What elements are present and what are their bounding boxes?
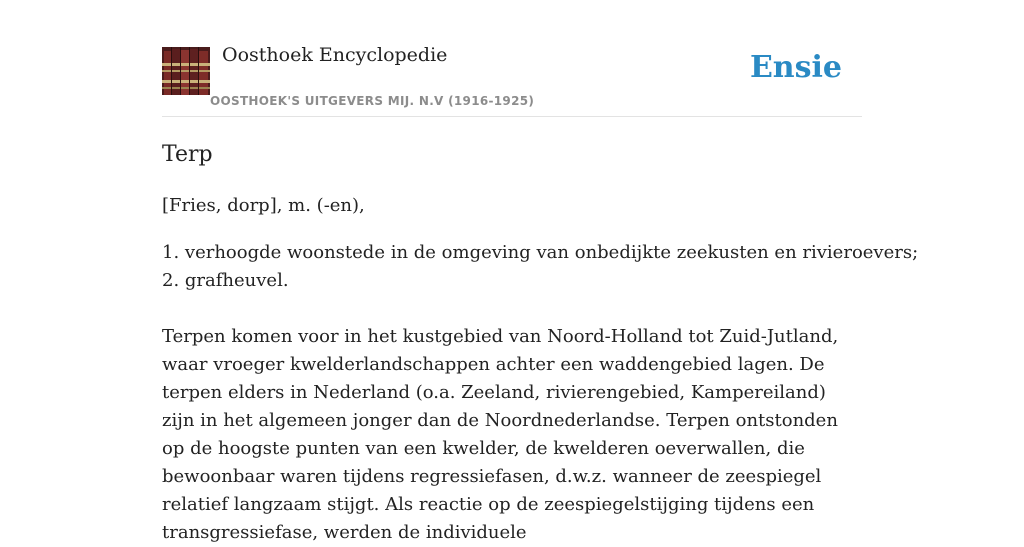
- source-title[interactable]: Oosthoek Encyclopedie: [222, 44, 448, 66]
- definition-list: [162, 239, 919, 295]
- definition-item: 2. grafheuvel.: [162, 270, 289, 291]
- definition-item: 1. verhoogde woonstede in de omgeving van onbedijkte zeekusten en rivieroevers;: [162, 242, 919, 263]
- entry-title: Terp: [162, 142, 213, 167]
- entry-content: [162, 130, 919, 547]
- entry-body: Terpen komen voor in het kustgebied van Noord-Holland tot Zuid-Jutland, waar vroeger kwelderlandschappen achter een waddengebied lagen. De terpen elders in Nederland (o.a. Zeeland, rivierengebied, Kampereiland) zijn in het algemeen jonger dan de Noordnederlandse. Terpen ontstonden op de hoogste punten van een kwelder, de kwelderen oeverwallen, die bewoonbaar waren tijdens regressiefasen, d.w.z. wanneer de zeespiegel relatief langzaam stijgt. Als reactie op de zeespiegelstijging tijdens een transgressiefase, werden de individuele: [162, 326, 839, 543]
- entry-grammar: [Fries, dorp], m. (-en),: [162, 195, 365, 216]
- brand-logo[interactable]: Ensie: [749, 50, 842, 85]
- source-publisher: OOSTHOEK'S UITGEVERS MIJ. N.V (1916-1925): [210, 94, 535, 108]
- source-avatar[interactable]: [162, 47, 210, 95]
- book-spines-icon: [162, 47, 210, 95]
- page-header: [162, 0, 862, 117]
